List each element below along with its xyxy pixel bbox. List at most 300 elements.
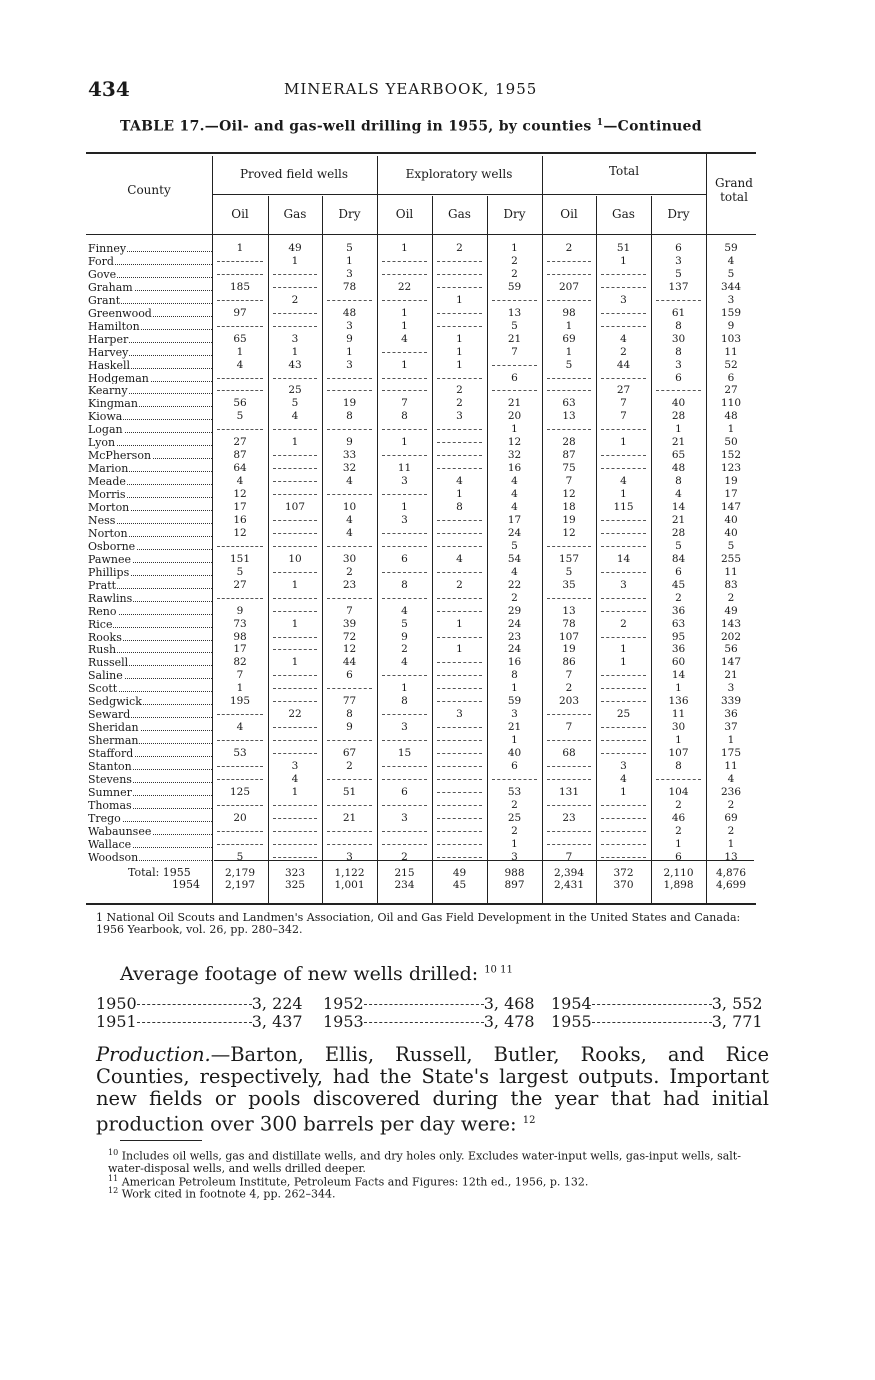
- table-cell: [601, 734, 646, 741]
- footnote-rule: [120, 1140, 202, 1141]
- table-cell: 11: [724, 565, 738, 578]
- table-cell: [217, 268, 263, 275]
- table-cell: 27: [616, 384, 631, 397]
- county-label: Stafford: [88, 747, 134, 761]
- subheader-oil: Oil: [231, 207, 249, 221]
- table-cell: 1: [401, 682, 408, 695]
- table-top-rule: [86, 152, 756, 154]
- table-cell: 143: [720, 617, 742, 630]
- table-cell: [273, 449, 317, 456]
- table-cell: [382, 669, 427, 676]
- table-cell: 1: [456, 488, 463, 501]
- table-cell: 4: [346, 513, 353, 526]
- table-cell: 1: [620, 643, 627, 656]
- table-cell: 4: [511, 565, 518, 578]
- table-cell: 1: [236, 242, 244, 254]
- table-cell: 61: [671, 306, 686, 319]
- table-cell: 4: [236, 358, 244, 371]
- table-cell: 1: [291, 656, 299, 669]
- table-cell: 21: [507, 721, 522, 734]
- table-cell: 4: [727, 254, 735, 267]
- county-name: [88, 384, 212, 397]
- table-cell: 4: [456, 475, 463, 488]
- table-cell: 3: [401, 513, 408, 526]
- table-cell: 7: [620, 410, 627, 423]
- total-cell: 215: [394, 867, 415, 879]
- table-cell: 39: [342, 617, 357, 630]
- table-cell: [437, 514, 482, 521]
- table-cell: [656, 773, 701, 780]
- table-cell: [273, 851, 317, 858]
- footnote-12: [108, 1185, 768, 1201]
- table-cell: [437, 566, 482, 573]
- table-cell: 3: [456, 708, 463, 721]
- table-cell: 24: [507, 643, 522, 656]
- table-cell: 98: [233, 630, 247, 643]
- table-cell: [437, 799, 482, 806]
- average-title-notes: 10 11: [484, 964, 513, 976]
- subheader-dry: Dry: [667, 207, 690, 221]
- table-cell: [437, 773, 482, 780]
- county-name: [88, 812, 212, 825]
- table-cell: 13: [724, 850, 738, 863]
- total-cell: 370: [613, 879, 634, 891]
- county-label: Kearny: [88, 384, 128, 398]
- table-cell: 25: [288, 384, 302, 397]
- table-cell: 136: [668, 695, 689, 708]
- table-footnote: 1 National Oil Scouts and Landmen's Association, Oil and Gas Field Development in the United States and Canada: 1956 Yearbook, vol. 26, pp. 280–342.: [96, 911, 741, 936]
- table-cell: 2: [456, 397, 463, 410]
- table-cell: 33: [342, 449, 357, 462]
- table-cell: 27: [233, 578, 247, 591]
- table-cell: 2: [456, 578, 463, 591]
- table-cell: 5: [236, 565, 244, 578]
- table-cell: [601, 721, 646, 728]
- county-label: Marion: [88, 462, 129, 476]
- table-cell: [547, 372, 591, 379]
- table-cell: 1: [727, 423, 735, 436]
- table-cell: 73: [233, 617, 247, 630]
- table-cell: 4: [456, 552, 463, 565]
- footage-item-1952: [323, 994, 535, 1013]
- table-cell: [437, 268, 482, 275]
- county-label: Hodgeman: [88, 371, 149, 385]
- table-cell: 53: [233, 747, 247, 760]
- table-cell: 5: [236, 410, 244, 423]
- table-cell: 69: [724, 811, 738, 824]
- county-name: [88, 721, 212, 734]
- footage-value: 3, 478: [483, 1012, 535, 1031]
- table-cell: 3: [620, 293, 627, 306]
- table-cell: 1: [456, 617, 463, 630]
- table-cell: 1: [456, 358, 463, 371]
- table-cell: 2: [727, 798, 735, 811]
- table-cell: [273, 566, 317, 573]
- table-cell: 8: [675, 760, 682, 772]
- table-cell: 24: [507, 617, 522, 630]
- table-cell: 65: [671, 449, 686, 462]
- table-cell: 20: [233, 811, 247, 824]
- total-cell: 323: [284, 867, 306, 879]
- table-cell: [437, 695, 482, 702]
- table-cell: [382, 423, 427, 430]
- footage-year: 1951: [96, 1012, 137, 1031]
- table-cell: 2: [675, 591, 682, 604]
- county-name: [88, 242, 212, 255]
- table-cell: 8: [675, 345, 682, 358]
- table-cell: 1: [620, 254, 627, 267]
- table-cell: [382, 372, 427, 379]
- table-cell: 4: [291, 410, 299, 423]
- table-cell: [437, 462, 482, 469]
- table-cell: 147: [720, 501, 742, 513]
- county-label: Sedgwick: [88, 695, 142, 709]
- county-label: Osborne: [88, 539, 136, 553]
- table-cell: 67: [342, 747, 357, 760]
- table-cell: 1: [401, 358, 408, 371]
- table-cell: 6: [511, 371, 518, 384]
- table-cell: [273, 540, 317, 547]
- table-cell: 53: [507, 785, 522, 798]
- table-cell: 123: [720, 462, 742, 475]
- table-cell: [382, 734, 427, 741]
- table-cell: 8: [511, 669, 518, 682]
- table-cell: 1: [291, 436, 299, 449]
- table-cell: 8: [346, 708, 353, 721]
- county-label: Hamilton: [88, 319, 140, 333]
- table-cell: [217, 294, 263, 301]
- table-cell: 1: [620, 436, 627, 449]
- county-name: [88, 320, 212, 333]
- table-cell: 4: [401, 604, 408, 617]
- table-cell: 2: [620, 617, 627, 630]
- table-cell: 1: [620, 656, 627, 669]
- total-cell: 897: [504, 879, 525, 891]
- table-cell: 14: [616, 552, 631, 565]
- table-cell: 21: [507, 332, 522, 345]
- table-cell: 19: [562, 643, 576, 656]
- table-cell: 4: [401, 332, 408, 345]
- county-label: Seward: [88, 708, 131, 722]
- leader-dashes: [364, 1022, 484, 1023]
- table-cell: 36: [671, 604, 686, 617]
- table-cell: 5: [727, 267, 735, 280]
- table-cell: 28: [671, 526, 686, 539]
- table-cell: 17: [233, 501, 247, 513]
- county-name: [88, 566, 212, 579]
- table-cell: [601, 307, 646, 314]
- table-cell: [492, 294, 537, 301]
- total-cell: 2,431: [553, 879, 585, 891]
- table-cell: 21: [724, 669, 738, 682]
- table-cell: 4: [346, 475, 353, 488]
- table-cell: [601, 462, 646, 469]
- table-cell: 5: [291, 397, 299, 410]
- table-cell: 4: [236, 475, 244, 488]
- total-cell: 2,394: [553, 867, 585, 879]
- table-cell: 3: [675, 358, 682, 371]
- table-cell: [382, 566, 427, 573]
- table-cell: 1: [401, 319, 408, 332]
- table-cell: 6: [346, 669, 353, 682]
- table-cell: 1: [401, 501, 408, 513]
- table-cell: 49: [724, 604, 738, 617]
- table-cell: 10: [288, 552, 302, 565]
- table-cell: [217, 734, 263, 741]
- table-cell: 4: [511, 475, 518, 488]
- county-name: [88, 372, 212, 385]
- table-cell: [601, 631, 646, 638]
- county-name: [88, 540, 212, 553]
- table-cell: 65: [233, 332, 247, 345]
- table-cell: 40: [671, 397, 686, 410]
- table-cell: 12: [233, 526, 247, 539]
- county-label: Gove: [88, 267, 117, 281]
- table-cell: 7: [346, 604, 353, 617]
- county-label: Ford: [88, 254, 114, 268]
- table-cell: [273, 527, 317, 534]
- table-cell: 18: [562, 501, 576, 513]
- total-cell: 234: [394, 879, 415, 891]
- county-label: Russell: [88, 656, 129, 670]
- table-cell: 339: [720, 695, 742, 708]
- footage-year: 1950: [96, 994, 137, 1013]
- table-cell: 5: [727, 539, 735, 552]
- table-cell: 11: [724, 760, 738, 772]
- table-cell: 1: [565, 345, 573, 358]
- table-cell: 2: [565, 242, 573, 254]
- table-cell: [437, 540, 482, 547]
- table-cell: 86: [562, 656, 576, 669]
- table-cell: 37: [724, 721, 738, 734]
- footage-item-1953: [323, 1012, 535, 1031]
- table-cell: 5: [565, 358, 573, 371]
- table-cell: [382, 825, 427, 832]
- production-lead: Production.: [96, 1043, 211, 1066]
- table-cell: 16: [507, 656, 522, 669]
- table-cell: [656, 294, 701, 301]
- county-label: Pawnee: [88, 552, 131, 566]
- table-cell: [601, 281, 646, 288]
- table-cell: [601, 527, 646, 534]
- production-text: —Barton, Ellis, Russell, Butler, Rooks, and Rice Counties, respectively, had the State's largest outputs. Important new fields or pools discovered during the year that had initial production over 300 barrels per day were:: [96, 1043, 769, 1136]
- table-cell: 2: [511, 824, 518, 837]
- table-cell: [327, 773, 372, 780]
- table-cell: 1: [511, 837, 518, 850]
- table-cell: 2: [456, 242, 463, 254]
- table-cell: [601, 320, 646, 327]
- table-cell: [437, 527, 482, 534]
- table-cell: 4: [675, 488, 682, 501]
- table-cell: [437, 734, 482, 741]
- table-cell: [327, 838, 372, 845]
- county-name: [88, 592, 212, 605]
- table-cell: 107: [558, 630, 580, 643]
- table-cell: 52: [724, 358, 738, 371]
- table-cell: 115: [613, 501, 634, 513]
- county-label: Kingman: [88, 397, 138, 411]
- table-cell: 24: [507, 526, 522, 539]
- table-cell: [547, 592, 591, 599]
- table-cell: 3: [401, 811, 408, 824]
- table-cell: 1: [291, 254, 299, 267]
- leader-dashes: [137, 1004, 252, 1005]
- table-cell: 51: [342, 785, 357, 798]
- county-name: [88, 553, 212, 566]
- table-cell: 104: [668, 785, 689, 798]
- table-cell: 13: [507, 306, 522, 319]
- county-name: [88, 747, 212, 760]
- subheader-dry: Dry: [338, 207, 361, 221]
- table-cell: [273, 372, 317, 379]
- table-cell: 1: [675, 837, 682, 850]
- table-cell: 45: [671, 578, 686, 591]
- county-name: [88, 631, 212, 644]
- table-cell: [601, 747, 646, 754]
- county-label: Scott: [88, 682, 118, 696]
- county-label: Logan: [88, 423, 123, 437]
- table-cell: 2: [456, 384, 463, 397]
- county-label: Trego: [88, 811, 121, 825]
- total-cell: 325: [284, 879, 306, 891]
- table-cell: [601, 540, 646, 547]
- table-cell: 21: [342, 811, 357, 824]
- county-label: Graham: [88, 280, 133, 294]
- county-label: Morton: [88, 501, 130, 514]
- total-cell: 1,001: [334, 879, 365, 891]
- table-cell: 68: [562, 747, 576, 760]
- table-cell: [273, 475, 317, 482]
- county-name: [88, 346, 212, 359]
- table-cell: [382, 488, 427, 495]
- table-cell: 1: [675, 682, 682, 695]
- table-cell: 3: [291, 332, 299, 345]
- table-cell: 5: [401, 617, 408, 630]
- table-cell: [382, 540, 427, 547]
- county-name: [88, 618, 212, 631]
- table-cell: 84: [671, 552, 686, 565]
- table-cell: [547, 708, 591, 715]
- table-cell: [382, 449, 427, 456]
- table-cell: 9: [346, 332, 353, 345]
- table-cell: 7: [565, 475, 573, 488]
- total-cell: 2,197: [224, 879, 256, 891]
- table-cell: 4: [346, 526, 353, 539]
- table-cell: 4: [401, 656, 408, 669]
- table-cell: 32: [507, 449, 522, 462]
- total-cell: 1,898: [663, 879, 694, 891]
- table-cell: 4: [620, 475, 627, 488]
- footage-item-1954: [551, 994, 763, 1013]
- table-cell: 23: [507, 630, 522, 643]
- table-cell: 8: [401, 695, 408, 708]
- table-cell: [327, 682, 372, 689]
- table-cell: 19: [562, 513, 576, 526]
- county-name: [88, 423, 212, 436]
- table-cell: 1: [346, 254, 353, 267]
- footage-year: 1955: [551, 1012, 592, 1031]
- subheader-dry: Dry: [503, 207, 526, 221]
- table-cell: [382, 592, 427, 599]
- table-cell: 4: [291, 772, 299, 785]
- footage-year: 1952: [323, 994, 364, 1013]
- table-cell: 1: [727, 837, 735, 850]
- county-name: [88, 527, 212, 540]
- table-cell: [327, 294, 372, 301]
- table-cell: 7: [565, 669, 573, 682]
- footnote-text: Includes oil wells, gas and distillate wells, and dry holes only. Excludes water-input wells, gas-input wells, salt-water-disposal wells, and wells drilled deeper.: [108, 1149, 741, 1175]
- county-label: Wabaunsee: [88, 824, 152, 838]
- table-cell: 78: [342, 280, 357, 293]
- table-cell: 50: [724, 436, 738, 449]
- table-cell: [217, 592, 263, 599]
- table-cell: 1: [511, 242, 518, 254]
- table-cell: [547, 294, 591, 301]
- county-name: [88, 851, 212, 864]
- footage-value: 3, 468: [483, 994, 535, 1013]
- running-title: MINERALS YEARBOOK, 1955: [284, 80, 538, 98]
- table-title-note: 1: [596, 118, 604, 128]
- table-cell: 12: [233, 488, 247, 501]
- total-cell: 2,110: [663, 867, 694, 879]
- table-cell: 2: [511, 254, 518, 267]
- table-cell: [547, 384, 591, 391]
- table-cell: [273, 734, 317, 741]
- table-cell: [273, 747, 317, 754]
- table-cell: 98: [562, 306, 576, 319]
- table-cell: [601, 268, 646, 275]
- table-cell: 3: [675, 254, 682, 267]
- table-cell: 1: [511, 682, 518, 695]
- table-cell: 6: [401, 552, 408, 565]
- table-cell: [547, 540, 591, 547]
- table-cell: [327, 592, 372, 599]
- county-name: [88, 838, 212, 851]
- table-cell: 72: [342, 630, 357, 643]
- subheader-gas: Gas: [448, 207, 471, 221]
- table-cell: [382, 773, 427, 780]
- table-cell: 147: [720, 656, 742, 669]
- county-name: [88, 695, 212, 708]
- county-label: Pratt: [88, 578, 117, 592]
- table-cell: [547, 734, 591, 741]
- table-cell: 8: [456, 501, 463, 513]
- table-cell: [273, 320, 317, 327]
- table-cell: 3: [620, 578, 627, 591]
- table-cell: 30: [342, 552, 357, 565]
- table-cell: 1: [620, 785, 627, 798]
- table-cell: [273, 721, 317, 728]
- table-cell: [547, 799, 591, 806]
- table-cell: 22: [288, 708, 302, 721]
- footage-year: 1954: [551, 994, 592, 1013]
- county-name: [88, 359, 212, 372]
- table-cell: [437, 747, 482, 754]
- table-cell: 255: [720, 552, 742, 565]
- total-cell: 45: [452, 879, 467, 891]
- table-cell: 7: [401, 397, 408, 410]
- table-cell: [437, 449, 482, 456]
- table-cell: 6: [675, 850, 682, 863]
- table-cell: 21: [507, 397, 522, 410]
- footage-value: 3, 437: [251, 1012, 303, 1031]
- table-cell: 14: [671, 669, 686, 682]
- table-cell: 1: [236, 682, 244, 695]
- table-cell: 1: [401, 436, 408, 449]
- table-cell: 8: [401, 578, 408, 591]
- county-name: [88, 643, 212, 656]
- table-cell: 1: [401, 306, 408, 319]
